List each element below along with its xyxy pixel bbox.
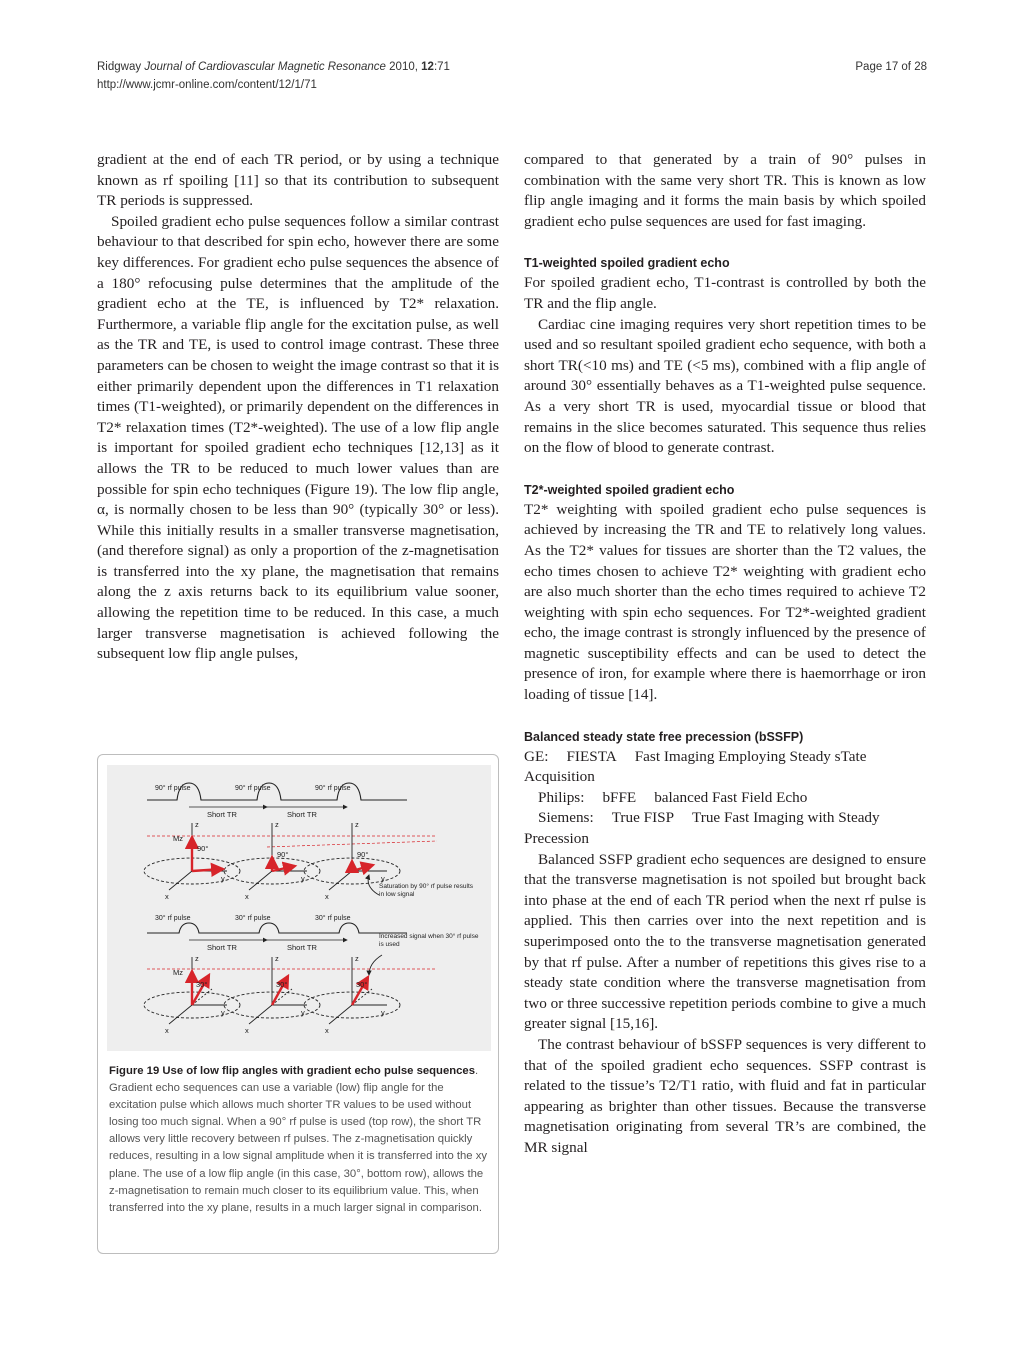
axis-label: Mz	[173, 968, 183, 977]
header-journal: Journal of Cardiovascular Magnetic Resonance	[144, 61, 386, 73]
section-heading: T1-weighted spoiled gradient echo	[524, 256, 730, 271]
pulse-label: 90° rf pulse	[155, 785, 191, 792]
tr-label: Short TR	[287, 810, 317, 819]
axis-label: y	[301, 874, 305, 883]
axis-label: Mz	[173, 834, 183, 843]
paragraph: Cardiac cine imaging requires very short repetition times to be used and so resultant spoiled gradient echo sequence, with both a short TR(<10 ms) and TE (<5 ms), combined with a flip angle of around 30° essentially behaves as a T1-weighted pulse sequence. As a very short TR is used, myocardial tissue or blood that remains in the slice becomes saturated. This sequence thus relies on the flow of blood to generate contrast.	[524, 315, 926, 457]
paragraph: gradient at the end of each TR period, or by using a technique known as rf spoiling [11] so that its contribution to subsequent TR periods is suppressed.	[97, 151, 499, 210]
vendor-item-philips	[524, 788, 926, 809]
figure-caption	[109, 1063, 489, 1217]
figure-title: Use of low flip angles with gradient echo pulse sequences	[162, 1065, 475, 1077]
vendor-item-siemens	[524, 808, 926, 849]
sequence-full-name: balanced Fast Field Echo	[654, 788, 808, 806]
angle-label: 90°	[277, 850, 289, 859]
pulse-label: 30° rf pulse	[155, 915, 191, 922]
vendor-name: GE:	[524, 747, 549, 765]
axis-label: y	[381, 1008, 385, 1017]
axis-label: z	[275, 954, 279, 963]
vendor-name: Siemens:	[538, 809, 594, 827]
rf-pulse-train-bottom	[147, 923, 407, 933]
section-heading: Balanced steady state free precession (bSSFP)	[524, 729, 804, 744]
pulse-labels-top	[155, 784, 351, 792]
axis-label: z	[355, 954, 359, 963]
vendor-acronym-list	[524, 747, 926, 850]
vendor-name: Philips:	[538, 788, 585, 806]
axis-label: x	[165, 1026, 169, 1035]
increased-signal-note: Increased signal when 30° rf pulse is used	[379, 933, 479, 948]
figure-caption-text: . Gradient echo sequences can use a variable (low) flip angle for the excitation pulse which allows much shorter TR values to be used without losing too much signal. When a 90° rf pulse is used (top row), the short TR allows very little recovery between rf pulses. The z-magnetisation quickly reduces, resulting in a low signal amplitude when it is transferred into the xy plane. The use of a low flip angle (in this case, 30°, bottom row), allows the z-magnetisation to remain much closer to its equilibrium value. This, when transferred into the xy plane, results in a much larger signal in comparison.	[109, 1065, 488, 1214]
header-url[interactable]: http://www.jcmr-online.com/content/12/1/71	[97, 79, 317, 91]
angle-label: 30°	[356, 980, 368, 989]
tr-label: Short TR	[287, 943, 317, 952]
pulse-label: 90° rf pulse	[315, 785, 351, 792]
pulse-labels-bottom	[155, 914, 351, 922]
header-volume: 12	[421, 61, 434, 73]
axis-label: y	[221, 1008, 225, 1017]
saturation-note: Saturation by 90° rf pulse results in low signal	[379, 883, 474, 898]
sequence-full-name: True Fast Imaging with Steady Precession	[524, 809, 880, 848]
running-header	[97, 58, 450, 94]
sequence-name: True FISP	[611, 809, 675, 827]
pulse-label: 30° rf pulse	[315, 915, 351, 922]
sequence-full-name: Fast Imaging Employing Steady sTate Acquisition	[524, 747, 867, 786]
axis-label: y	[301, 1008, 305, 1017]
angle-label: 30°	[276, 980, 288, 989]
axis-label: z	[195, 820, 199, 829]
header-article: :71	[433, 61, 450, 73]
axis-label: z	[275, 820, 279, 829]
tr-label: Short TR	[207, 810, 237, 819]
paragraph: The contrast behaviour of bSSFP sequences is very different to that of the spoiled gradient echo sequences. SSFP contrast is related to the tissue’s T2/T1 ratio, with fluid and fat in particular appearing as brighter than other tissues. Because the transverse magnetisation originating from several TR’s are combined, the MR signal	[524, 1035, 926, 1156]
header-author: Ridgway	[97, 61, 142, 73]
figure-label: Figure 19	[109, 1065, 160, 1077]
axis-label: z	[355, 820, 359, 829]
angle-label: 90°	[197, 844, 209, 853]
axis-label: y	[221, 874, 225, 883]
axis-label: x	[245, 1026, 249, 1035]
tr-label: Short TR	[207, 943, 237, 952]
axis-label: x	[245, 892, 249, 901]
citation-line	[97, 58, 450, 76]
pulse-label: 90° rf pulse	[235, 785, 271, 792]
pulse-label: 30° rf pulse	[235, 915, 271, 922]
paragraph: T2* weighting with spoiled gradient echo pulse sequences is achieved by increasing the TR and TE to relatively long values. As the T2* values for tissues are shorter than the T2 values, the echo times chosen to achieve T2* weighting with gradient echo are also much shorter than the echo times required to achieve T2 weighting with spin echo sequences. For T2*-weighted gradient echo, the image contrast is strongly influenced by the presence of magnetic susceptibility effects and can be used to detect the presence of iron, for example where there is haemorrhage or iron loading of tissue [14].	[524, 500, 926, 704]
figure-19	[97, 754, 499, 1254]
page-number: Page 17 of 28	[855, 61, 927, 73]
right-column	[524, 150, 926, 1159]
axis-label: x	[165, 892, 169, 901]
sequence-name: FIESTA	[566, 747, 617, 765]
axis-label: y	[381, 874, 385, 883]
paragraph: Spoiled gradient echo pulse sequences follow a similar contrast behaviour to that described for spin echo, however there are some key differences. For gradient echo pulse sequences the absence of a 180° refocusing pulse determines that the amplitude of the gradient echo at the TE, is influenced by T2* relaxation. Furthermore, a variable flip angle for the excitation pulse, as well as the TR and TE, is used to control image contrast. These three parameters can be chosen to weight the image contrast so that it is either primarily dependent upon the differences in T1 relaxation times (T1-weighted), or primarily dependent on the differences in T2* relaxation times (T2*-weighted). The use of a low flip angle is important for spoiled gradient echo techniques [12,13] as it allows the TR to be reduced to much lower values than are possible for spin echo techniques (Figure 19). The low flip angle, α, is normally chosen to be less than 90° (typically 30° or less). While this initially results in a smaller transverse magnetisation, (and therefore signal) as only a proportion of the z-magnetisation is transferred into the xy plane, the magnetisation that remains along the z axis returns back to its equilibrium value sooner, allowing the repetition time to be reduced. In this case, a much larger transverse magnetisation is achieved following the subsequent low flip angle pulses,	[97, 212, 499, 663]
vendor-item-ge	[524, 747, 926, 788]
axis-label: z	[195, 954, 199, 963]
figure-image	[107, 765, 491, 1051]
left-column	[97, 150, 499, 665]
sequence-name: bFFE	[602, 788, 637, 806]
axis-label: x	[325, 1026, 329, 1035]
axis-label: x	[325, 892, 329, 901]
angle-label: 30°	[196, 980, 208, 989]
section-heading: T2*-weighted spoiled gradient echo	[524, 482, 735, 497]
paragraph: Balanced SSFP gradient echo sequences are designed to ensure that the transverse magnetisation is not spoiled but brought back into phase at the end of each TR period when the next rf pulse is applied. This then carries over into the next repetition and is superimposed onto the to the transverse magnetisation generated by that rf pulse. After a number of repetitions this gives rise to a steady state condition where the transverse magnetisation from two or three successive repetition periods combine to give a much greater signal [15,16].	[524, 850, 926, 1033]
paragraph: For spoiled gradient echo, T1-contrast is controlled by both the TR and the flip angle.	[524, 274, 926, 312]
paragraph: compared to that generated by a train of 90° pulses in combination with the same very short TR. This is known as low flip angle imaging and it forms the main basis by which spoiled gradient echo pulse sequences are used for fast imaging.	[524, 151, 926, 230]
flip-angle-diagram	[107, 765, 491, 1051]
header-year: 2010,	[389, 61, 418, 73]
angle-label: 90°	[357, 850, 369, 859]
